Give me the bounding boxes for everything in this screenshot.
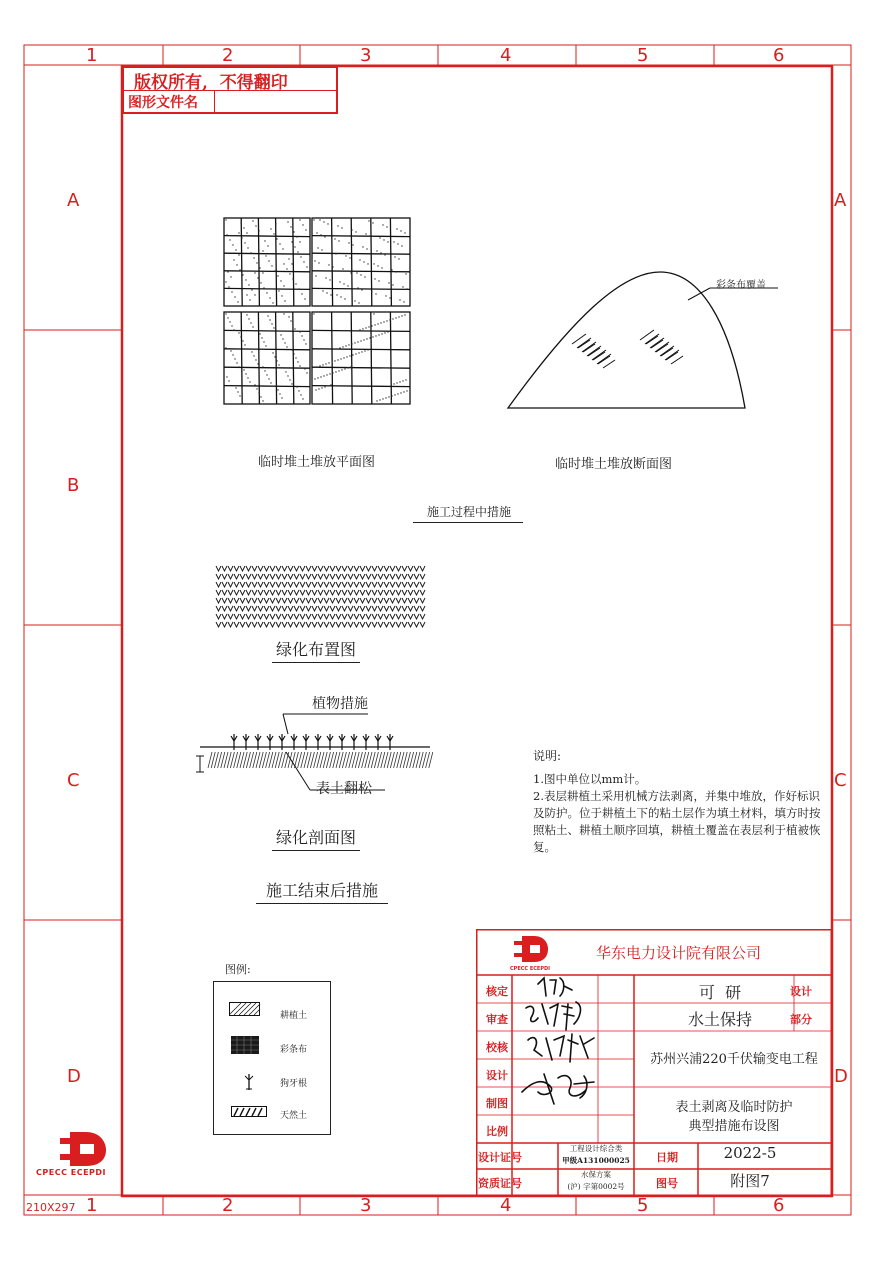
zone-letter: B — [67, 475, 80, 496]
copyright-stamp — [122, 66, 338, 114]
role-label: 审查 — [486, 1013, 508, 1026]
note-item: 1.图中单位以mm计。 — [533, 772, 647, 786]
zone-letter: C — [67, 770, 80, 791]
zone-letter: A — [67, 190, 80, 211]
tarp-label: 彩条布覆盖 — [716, 280, 766, 291]
note-item: 2.表层耕植土采用机械方法剥离，并集中堆放，作好标识及防护。位于耕植土下的粘土层作为填土材料，填方时按照粘土、耕植土顺序回填，耕植土覆盖在表层利于植被恢复。 — [533, 789, 821, 854]
zone-letter: A — [834, 190, 847, 211]
date-label: 日期 — [656, 1151, 678, 1164]
zone-number: 2 — [222, 1195, 234, 1216]
sheet-size: 210X297 — [26, 1201, 76, 1214]
during-construction-heading: 施工过程中措施 — [413, 503, 523, 523]
topsoil-swatch — [229, 1002, 261, 1018]
drawing-title-line1: 表土剥离及临时防护 — [675, 1100, 793, 1115]
company-logo-small — [510, 934, 554, 972]
zone-letter: D — [834, 1066, 848, 1087]
signatures — [514, 974, 614, 1109]
role-label: 校核 — [486, 1041, 508, 1054]
svg-text:CPECC ECEPDI: CPECC ECEPDI — [510, 966, 551, 972]
zone-number: 1 — [86, 45, 98, 66]
role-label: 设计 — [486, 1069, 508, 1082]
role-label: 核定 — [486, 985, 508, 998]
legend-item-label: 狗牙根 — [280, 1079, 308, 1089]
greening-layout-caption: 绿化布置图 — [272, 637, 360, 663]
zone-number: 6 — [773, 45, 785, 66]
notes-block — [533, 748, 823, 856]
zone-letter: D — [67, 1066, 81, 1087]
greening-layout-pattern — [212, 562, 426, 632]
stage-label: 设计 — [790, 985, 812, 998]
topsoil-loosen-label: 表土翻松 — [316, 781, 372, 797]
legend-item-label: 天然土 — [280, 1111, 308, 1121]
file-name-label: 图形文件名 — [128, 95, 198, 111]
stockpile-plan-drawing — [220, 214, 416, 410]
stage-value: 可 研 — [698, 983, 742, 1002]
cert2-label: 资质证号 — [478, 1177, 522, 1190]
cert1-value-line1: 工程设计综合类 — [569, 1144, 623, 1153]
zone-number: 5 — [637, 45, 649, 66]
date-value: 2022-5 — [723, 1144, 777, 1162]
natural-soil-swatch — [231, 1106, 267, 1118]
plan-caption: 临时堆土堆放平面图 — [258, 455, 376, 470]
zone-number: 4 — [500, 45, 512, 66]
zone-letter: C — [834, 770, 847, 791]
role-label: 制图 — [486, 1097, 508, 1110]
drawing-title-line2: 典型措施布设图 — [688, 1119, 780, 1134]
role-label: 比例 — [486, 1125, 508, 1138]
plant-measure-label: 植物措施 — [312, 696, 368, 712]
figure-number-label: 图号 — [656, 1177, 678, 1190]
cert1-value-line2: 甲级A131000025 — [562, 1156, 630, 1165]
logo-text: CPECC ECEPDI — [36, 1168, 107, 1177]
zone-number: 5 — [637, 1195, 649, 1216]
zone-number: 4 — [500, 1195, 512, 1216]
legend-item-label: 耕植土 — [280, 1011, 308, 1021]
tarp-swatch — [231, 1036, 259, 1054]
legend-box — [213, 981, 331, 1135]
zone-number: 6 — [773, 1195, 785, 1216]
cert2-value-line1: 水保方案 — [581, 1170, 611, 1179]
zone-number: 2 — [222, 45, 234, 66]
part-value: 水土保持 — [687, 1010, 752, 1029]
section-caption: 临时堆土堆放断面图 — [555, 457, 673, 472]
zone-number: 3 — [360, 1195, 372, 1216]
after-construction-heading: 施工结束后措施 — [256, 878, 388, 904]
greening-section-caption: 绿化剖面图 — [272, 825, 360, 851]
copyright-text: 版权所有, 不得翻印 — [134, 73, 288, 93]
zone-number: 1 — [86, 1195, 98, 1216]
figure-number-value: 附图7 — [730, 1172, 770, 1190]
part-label: 部分 — [790, 1013, 812, 1026]
company-name: 华东电力设计院有限公司 — [596, 944, 762, 962]
zone-number: 3 — [360, 45, 372, 66]
cert1-label: 设计证号 — [478, 1151, 522, 1164]
project-name: 苏州兴浦220千伏输变电工程 — [650, 1052, 818, 1067]
legend-title: 图例: — [225, 963, 251, 976]
legend-item-label: 彩条布 — [280, 1045, 308, 1055]
notes-title: 说明: — [533, 749, 562, 763]
bermuda-grass-icon — [244, 1072, 254, 1092]
cert2-value-line2: (沪) 字第0002号 — [567, 1182, 625, 1191]
